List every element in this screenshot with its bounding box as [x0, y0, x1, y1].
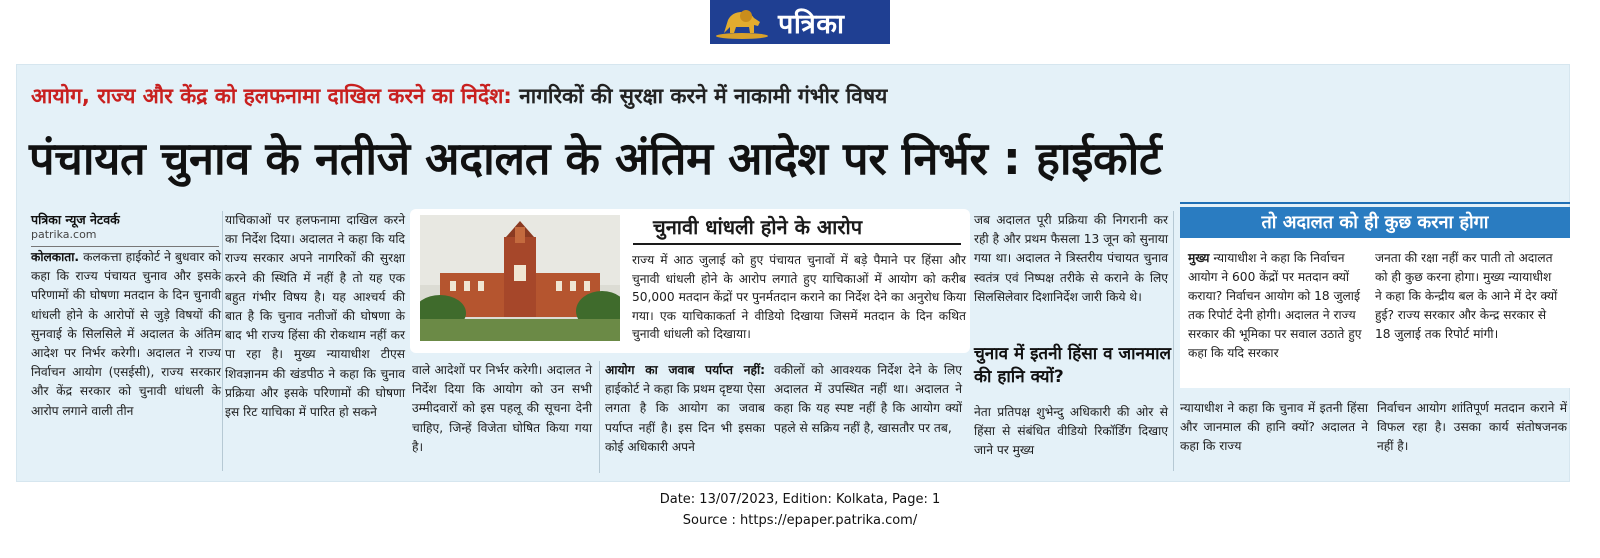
sidebar-lead-word: मुख्य	[1188, 251, 1210, 265]
column-divider	[1173, 211, 1174, 471]
kicker-line	[31, 82, 1561, 110]
article-column-6-continued: नेता प्रतिपक्ष शुभेन्दु अधिकारी की ओर से हिंसा से संबंधित वीडियो रिकॉर्डिंग दिखाए जाने पर मुख्य	[974, 405, 1168, 458]
patrika-logo	[710, 0, 890, 44]
column-divider	[599, 361, 600, 473]
sidebar-text-right: जनता की रक्षा नहीं कर पाती तो अदालत को ही कुछ करना होगा। मुख्य न्यायाधीश ने कहा कि केन्द्रीय बल के आने में देर क्यों हुई? राज्य सरकार और केन्द्र सरकार से 18 जुलाई तक रिपोर्ट मांगी।	[1375, 251, 1558, 341]
footer-source-line: Source : https://epaper.patrika.com/	[682, 513, 918, 528]
article-column-1	[31, 248, 221, 421]
byline-divider	[31, 246, 219, 247]
sidebar-title: तो अदालत को ही कुछ करना होगा	[1180, 207, 1570, 238]
article-column-3: वाले आदेशों पर निर्भर करेगी। अदालत ने निर्देश दिया कि आयोग को उन सभी उम्मीदवारों को इस पहलू की सूचना देनी चाहिए, जिन्हें विजेता घोषित किया गया है।	[412, 363, 592, 454]
byline-website: patrika.com	[31, 228, 97, 241]
subheading-violence: चुनाव में इतनी हिंसा व जानमाल की हानि क्यों?	[974, 344, 1172, 387]
footer-date-line: Date: 13/07/2023, Edition: Kolkata, Page: 1	[659, 492, 941, 507]
news-clipping	[16, 64, 1570, 482]
sidebar-left-text: न्यायाधीश ने कहा कि निर्वाचन आयोग ने 600 केंद्रों पर मतदान क्यों कराया? निर्वाचन आयोग को 18 जुलाई तक रिपोर्ट देनी होगी। अदालत ने राज्य सरकार की भूमिका पर सवाल उठाते हुए कहा कि यदि सरकार	[1188, 251, 1362, 360]
article-column-4	[605, 361, 765, 457]
article-column-5: वकीलों को आवश्यक निर्देश देने के लिए अदालत में उपस्थित नहीं था। अदालत ने कहा कि यह स्पष्ट नहीं है कि आयोग क्यों पहले से सक्रिय नहीं है, खासतौर पर तब,	[774, 363, 962, 435]
column-4-subhead: आयोग का जवाब पर्याप्त नहीं:	[605, 363, 765, 377]
article-column-8: निर्वाचन आयोग शांतिपूर्ण मतदान कराने में विफल रहा है। उसका कार्य संतोषजनक नहीं है।	[1377, 401, 1567, 454]
sidebar-text-left	[1188, 249, 1368, 363]
kicker-red-text: आयोग, राज्य और केंद्र को हलफनामा दाखिल करने का निर्देश:	[31, 84, 512, 108]
lion-emblem-icon	[710, 0, 774, 44]
article-column-7: न्यायाधीश ने कहा कि चुनाव में इतनी हिंसा और जानमाल की हानि क्यों? अदालत ने कहा कि राज्य	[1180, 401, 1368, 454]
photo-box-title-rule	[633, 243, 961, 245]
dateline: कोलकाता.	[31, 250, 80, 264]
photo-box-title: चुनावी धांधली होने के आरोप	[653, 215, 863, 239]
headline: पंचायत चुनाव के नतीजे अदालत के अंतिम आदेश पर निर्भर : हाईकोर्ट	[29, 132, 1162, 185]
photo-box-text: राज्य में आठ जुलाई को हुए पंचायत चुनावों में बड़े पैमाने पर हिंसा और चुनावी धांधली होने के आरोप लगाते हुए याचिकाओं में आयोग को करीब 50,000 मतदान केंद्रों पर पुनर्मतदान कराने का निर्देश देने का अनुरोध किया गया। एक याचिकाकर्ता ने वीडियो दिखाया जिसमें मतदान के दिन कथित चुनावी धांधली को दिखाया।	[632, 253, 966, 342]
byline-agency: पत्रिका न्यूज नेटवर्क	[31, 212, 120, 227]
column-divider	[222, 211, 223, 471]
article-column-2: याचिकाओं पर हलफनामा दाखिल करने का निर्देश दिया। अदालत ने कहा कि यदि राज्य सरकार अपने नागरिकों की सुरक्षा करने की स्थिति में नहीं है तो यह एक बहुत गंभीर विषय है। यह आश्चर्य की बात है कि चुनाव नतीजों की घोषणा के बाद भी राज्य हिंसा की रोकथाम नहीं कर पा रहा है। मुख्य न्यायाधीश टीएस शिवज्ञानम की खंडपीठ ने कहा कि चुनाव प्रक्रिया और इसके परिणामों की घोषणा इस रिट याचिका में पारित हो सकने	[225, 213, 405, 420]
article-column-6: जब अदालत पूरी प्रक्रिया की निगरानी कर रही है और प्रथम फैसला 13 जून को सुनाया गया था। अदालत ने त्रिस्तरीय पंचायत चुनाव स्वतंत्र एवं निष्पक्ष तरीके से कराने के लिए सिलसिलेवार दिशानिर्देश जारी किये थे।	[974, 213, 1168, 304]
column-1-text: कलकत्ता हाईकोर्ट ने बुधवार को कहा कि राज्य पंचायत चुनाव और इसके परिणामों की घोषणा मतदान के दिन चुनावी धांधली होने के आरोपों से जुड़े विषयों की सुनवाई के सिलसिले में अदालत के अंतिम आदेश पर निर्भर करेगी। अदालत ने राज्य निर्वाचन आयोग (एसईसी), राज्य सरकार और केंद्र सरकार को चुनावी धांधली के आरोप लगाने वाली तीन	[31, 250, 221, 418]
column-4-text: हाईकोर्ट ने कहा कि प्रथम दृष्टया ऐसा लगता है कि आयोग का जवाब पर्याप्त नहीं है। इस दिन भी इसका कोई अधिकारी अपने	[605, 382, 765, 454]
sidebar-top-rule	[1180, 202, 1570, 204]
kicker-black-text: नागरिकों की सुरक्षा करने में नाकामी गंभीर विषय	[519, 84, 888, 108]
logo-wordmark: पत्रिका	[778, 8, 845, 40]
high-court-building-photo	[420, 215, 620, 341]
